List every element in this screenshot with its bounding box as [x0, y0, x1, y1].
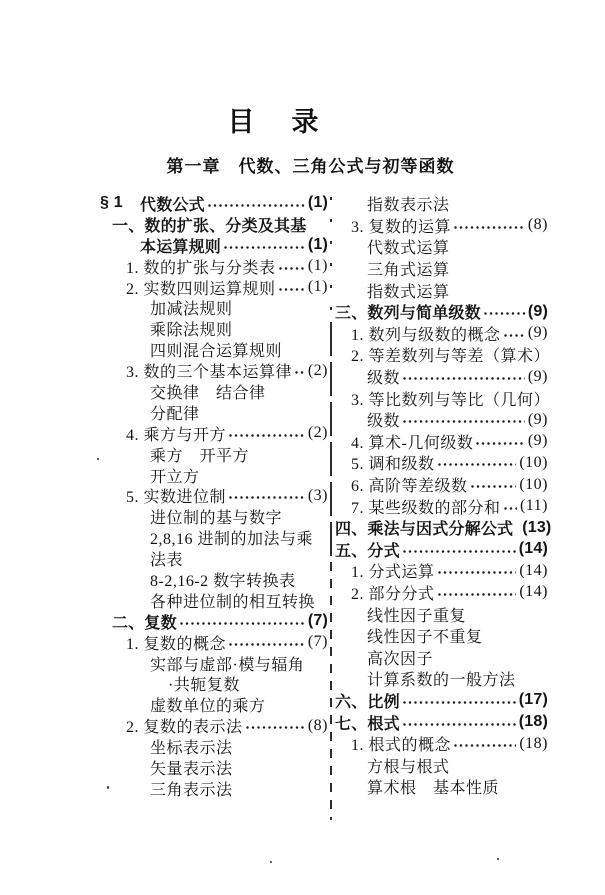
- toc-line: [367, 366, 548, 388]
- toc-entry-title: 二、复数: [112, 614, 177, 632]
- dot-leader: [453, 743, 516, 748]
- page-number: (7): [307, 612, 328, 630]
- toc-line: [367, 193, 548, 215]
- toc-entry-title: 三角表示法: [150, 781, 233, 799]
- toc-entry-title: 8-2,16-2 数字转换表: [150, 572, 296, 590]
- scan-gutter-line: [330, 322, 332, 562]
- toc-line: [150, 444, 328, 465]
- toc-entry-title: 代数公式: [140, 196, 205, 214]
- toc-entry-title: 坐标表示法: [150, 740, 233, 758]
- toc-line: [150, 590, 328, 611]
- toc-entry-title: 各种进位制的相互转换: [150, 593, 316, 611]
- toc-line: [367, 236, 548, 258]
- dot-leader: [402, 549, 516, 554]
- toc-line: [126, 423, 328, 444]
- page-number: (2): [307, 424, 328, 442]
- toc-entry-title: 本运算规则: [140, 238, 222, 256]
- toc-line: [150, 757, 328, 778]
- toc-entry-title: 级数: [367, 370, 401, 388]
- toc-entry-title: 七、根式: [335, 715, 400, 733]
- page-number: (7): [307, 633, 328, 651]
- dot-leader: [402, 700, 516, 705]
- page-number: (1): [307, 278, 328, 295]
- page-number: (9): [527, 432, 548, 450]
- toc-entry-title: 5. 实数进位制: [126, 489, 227, 507]
- toc-entry-title: 交换律 结合律: [150, 384, 266, 402]
- toc-line: [351, 495, 548, 517]
- page-number: (10): [519, 475, 548, 493]
- dot-leader: [453, 225, 525, 230]
- toc-entry-title: 乘方 开平方: [150, 447, 250, 465]
- toc-entry-title: 1. 数的扩张与分类表: [126, 259, 276, 277]
- toc-entry-title: 高次因子: [367, 650, 434, 668]
- toc-line: [335, 517, 552, 539]
- toc-entry-title: 实部与虚部·模与辐角: [150, 656, 305, 674]
- scan-gutter-line: [330, 562, 332, 820]
- toc-line: [367, 646, 548, 668]
- page-number: (9): [527, 302, 548, 320]
- toc-line: [150, 465, 328, 486]
- toc-line: [140, 235, 328, 256]
- toc-entry-title: 3. 数的三个基本运算律: [126, 364, 293, 382]
- toc-entry-title: 线性因子重复: [367, 607, 467, 625]
- toc-line: [367, 625, 548, 647]
- toc-entry-title: 6. 高阶等差级数: [351, 478, 468, 496]
- toc-entry-title: 7. 某些级数的部分和: [351, 499, 501, 517]
- toc-entry-title: 1. 复数的概念: [126, 635, 227, 653]
- toc-line: [150, 527, 328, 548]
- dot-leader: [402, 376, 525, 381]
- page-number: (8): [307, 716, 328, 734]
- toc-line: [150, 381, 328, 402]
- scan-speck: [97, 458, 99, 460]
- toc-entry-title: 一、数的扩张、分类及其基: [112, 217, 307, 235]
- toc-line: [150, 653, 328, 674]
- toc-line: [367, 409, 548, 431]
- dot-leader: [402, 722, 516, 727]
- dot-leader: [245, 725, 305, 730]
- toc-entry-title: 5. 调和级数: [351, 456, 435, 474]
- page-number: (17): [518, 691, 548, 709]
- page-number: (14): [518, 540, 548, 558]
- dot-leader: [223, 245, 305, 250]
- toc-line: [351, 560, 548, 582]
- page-number: (18): [519, 734, 548, 752]
- page-number: (10): [519, 453, 548, 471]
- toc-line: [150, 548, 328, 569]
- toc-entry-title: 2. 实数四则运算规则: [126, 280, 276, 298]
- toc-entry-title: 3. 复数的运算: [351, 218, 452, 236]
- toc-line: [351, 474, 548, 496]
- dot-leader: [437, 570, 517, 575]
- toc-entry-title: 级数: [367, 413, 401, 431]
- toc-line: [150, 506, 328, 527]
- toc-line: [367, 776, 548, 798]
- dot-leader: [503, 506, 517, 511]
- page-number: (13): [522, 518, 552, 536]
- dot-leader: [294, 370, 305, 375]
- toc-entry-title: 乘除法规则: [150, 322, 233, 340]
- toc-entry-title: 三、数列与简单级数: [335, 305, 481, 323]
- toc-line: [367, 279, 548, 301]
- toc-entry-title: 代数式运算: [367, 240, 450, 258]
- toc-line: [351, 452, 548, 474]
- toc-entry-title: 2. 复数的表示法: [126, 719, 243, 737]
- toc-line: [367, 258, 548, 280]
- toc-line: [112, 214, 328, 235]
- toc-entry-title: 2,8,16 进制的加法与乘: [150, 531, 314, 549]
- toc-entry-title: 虚数单位的乘方: [150, 698, 266, 716]
- dot-leader: [179, 621, 305, 626]
- toc-entry-title: 计算系数的一般方法: [367, 672, 516, 690]
- dot-leader: [503, 333, 525, 338]
- toc-line: [367, 603, 548, 625]
- page-number: (9): [527, 324, 548, 342]
- toc-entry-title: 指数式运算: [367, 283, 450, 301]
- page-number: (18): [518, 713, 548, 731]
- toc-line: [126, 256, 328, 277]
- toc-entry-title: 4. 算术-几何级数: [351, 434, 474, 452]
- toc-line: [351, 323, 548, 345]
- toc-line: [150, 569, 328, 590]
- toc-line: [150, 778, 328, 799]
- toc-line: [351, 215, 548, 237]
- toc-left-column: [100, 193, 328, 799]
- toc-line: [126, 360, 328, 381]
- toc-line: [150, 694, 328, 715]
- toc-entry-title: 分配律: [150, 405, 200, 423]
- dot-leader: [470, 484, 517, 489]
- scan-gutter-line: [330, 197, 332, 322]
- toc-entry-title: 线性因子不重复: [367, 629, 483, 647]
- toc-entry-title: 五、分式: [335, 542, 400, 560]
- toc-line: [126, 277, 328, 298]
- toc-line: [150, 339, 328, 360]
- toc-entry-title: 3. 等比数列与等比（几何）: [351, 391, 551, 409]
- toc-entry-title: 2. 部分分式: [351, 585, 435, 603]
- toc-line: [126, 632, 328, 653]
- toc-line: [126, 715, 328, 736]
- toc-entry-title: 进位制的基与数字: [150, 510, 283, 528]
- page-number: (11): [519, 497, 548, 515]
- page-number: (2): [307, 361, 328, 379]
- toc-line: [335, 301, 548, 323]
- toc-entry-title: 1. 根式的概念: [351, 737, 452, 755]
- dot-leader: [228, 642, 305, 647]
- toc-entry-title: 2. 等差数列与等差（算术）: [351, 348, 551, 366]
- toc-entry-title: 1. 分式运算: [351, 564, 435, 582]
- toc-entry-title: 方根与根式: [367, 758, 450, 776]
- toc-line: [367, 754, 548, 776]
- toc-line: [100, 193, 328, 214]
- toc-line: [150, 402, 328, 423]
- toc-line: [335, 711, 548, 733]
- toc-line: [335, 690, 548, 712]
- toc-entry-title: 加减法规则: [150, 301, 233, 319]
- toc-line: [351, 344, 551, 366]
- page-title: 目 录: [227, 107, 324, 137]
- page-number: (1): [307, 236, 328, 254]
- toc-entry-title: 三角式运算: [367, 262, 450, 280]
- scan-speck: [497, 858, 499, 860]
- dot-leader: [437, 462, 517, 467]
- dot-leader: [278, 266, 305, 271]
- dot-leader: [475, 441, 525, 446]
- toc-line: [150, 297, 328, 318]
- toc-line: [168, 673, 328, 694]
- page-number: (14): [519, 561, 548, 579]
- toc-line: [150, 736, 328, 757]
- toc-entry-title: 指数表示法: [367, 197, 450, 215]
- page-number: (9): [527, 367, 548, 385]
- dot-leader: [207, 203, 305, 208]
- toc-line: [126, 485, 328, 506]
- toc-line: [112, 611, 328, 632]
- page-number: (9): [527, 410, 548, 428]
- toc-line: [150, 318, 328, 339]
- toc-entry-title: ·共轭复数: [168, 677, 240, 695]
- toc-line: [351, 582, 548, 604]
- toc-right-column: [333, 193, 552, 798]
- toc-entry-title: 四、乘法与因式分解公式: [335, 521, 514, 539]
- scan-speck: [107, 786, 109, 789]
- toc-entry-title: 4. 乘方与开方: [126, 426, 227, 444]
- page-number: (1): [307, 257, 328, 275]
- page-number: (8): [527, 216, 548, 234]
- toc-line: [351, 431, 548, 453]
- toc-entry-title: 六、比例: [335, 693, 400, 711]
- dot-leader: [278, 287, 305, 292]
- dot-leader: [437, 592, 517, 597]
- toc-line: [351, 733, 548, 755]
- toc-entry-title: 开立方: [150, 468, 200, 486]
- dot-leader: [402, 419, 525, 424]
- page-number: (3): [307, 486, 328, 504]
- toc-entry-title: 法表: [150, 552, 184, 570]
- dot-leader: [228, 433, 305, 438]
- dot-leader: [483, 311, 525, 316]
- toc-entry-title: 矢量表示法: [150, 761, 233, 778]
- page-number: (14): [519, 583, 548, 601]
- scan-speck: [270, 861, 272, 863]
- toc-entry-title: 1. 数列与级数的概念: [351, 326, 501, 344]
- chapter-heading: 第一章 代数、三角公式与初等函数: [166, 157, 455, 176]
- toc-entry-title: 四则混合运算规则: [150, 343, 283, 361]
- section-symbol: § 1: [100, 194, 123, 212]
- toc-line: [351, 387, 551, 409]
- toc-line: [335, 539, 548, 561]
- dot-leader: [228, 495, 305, 500]
- page-number: (1): [307, 194, 328, 212]
- toc-entry-title: 算术根 基本性质: [367, 780, 500, 798]
- toc-line: [367, 668, 548, 690]
